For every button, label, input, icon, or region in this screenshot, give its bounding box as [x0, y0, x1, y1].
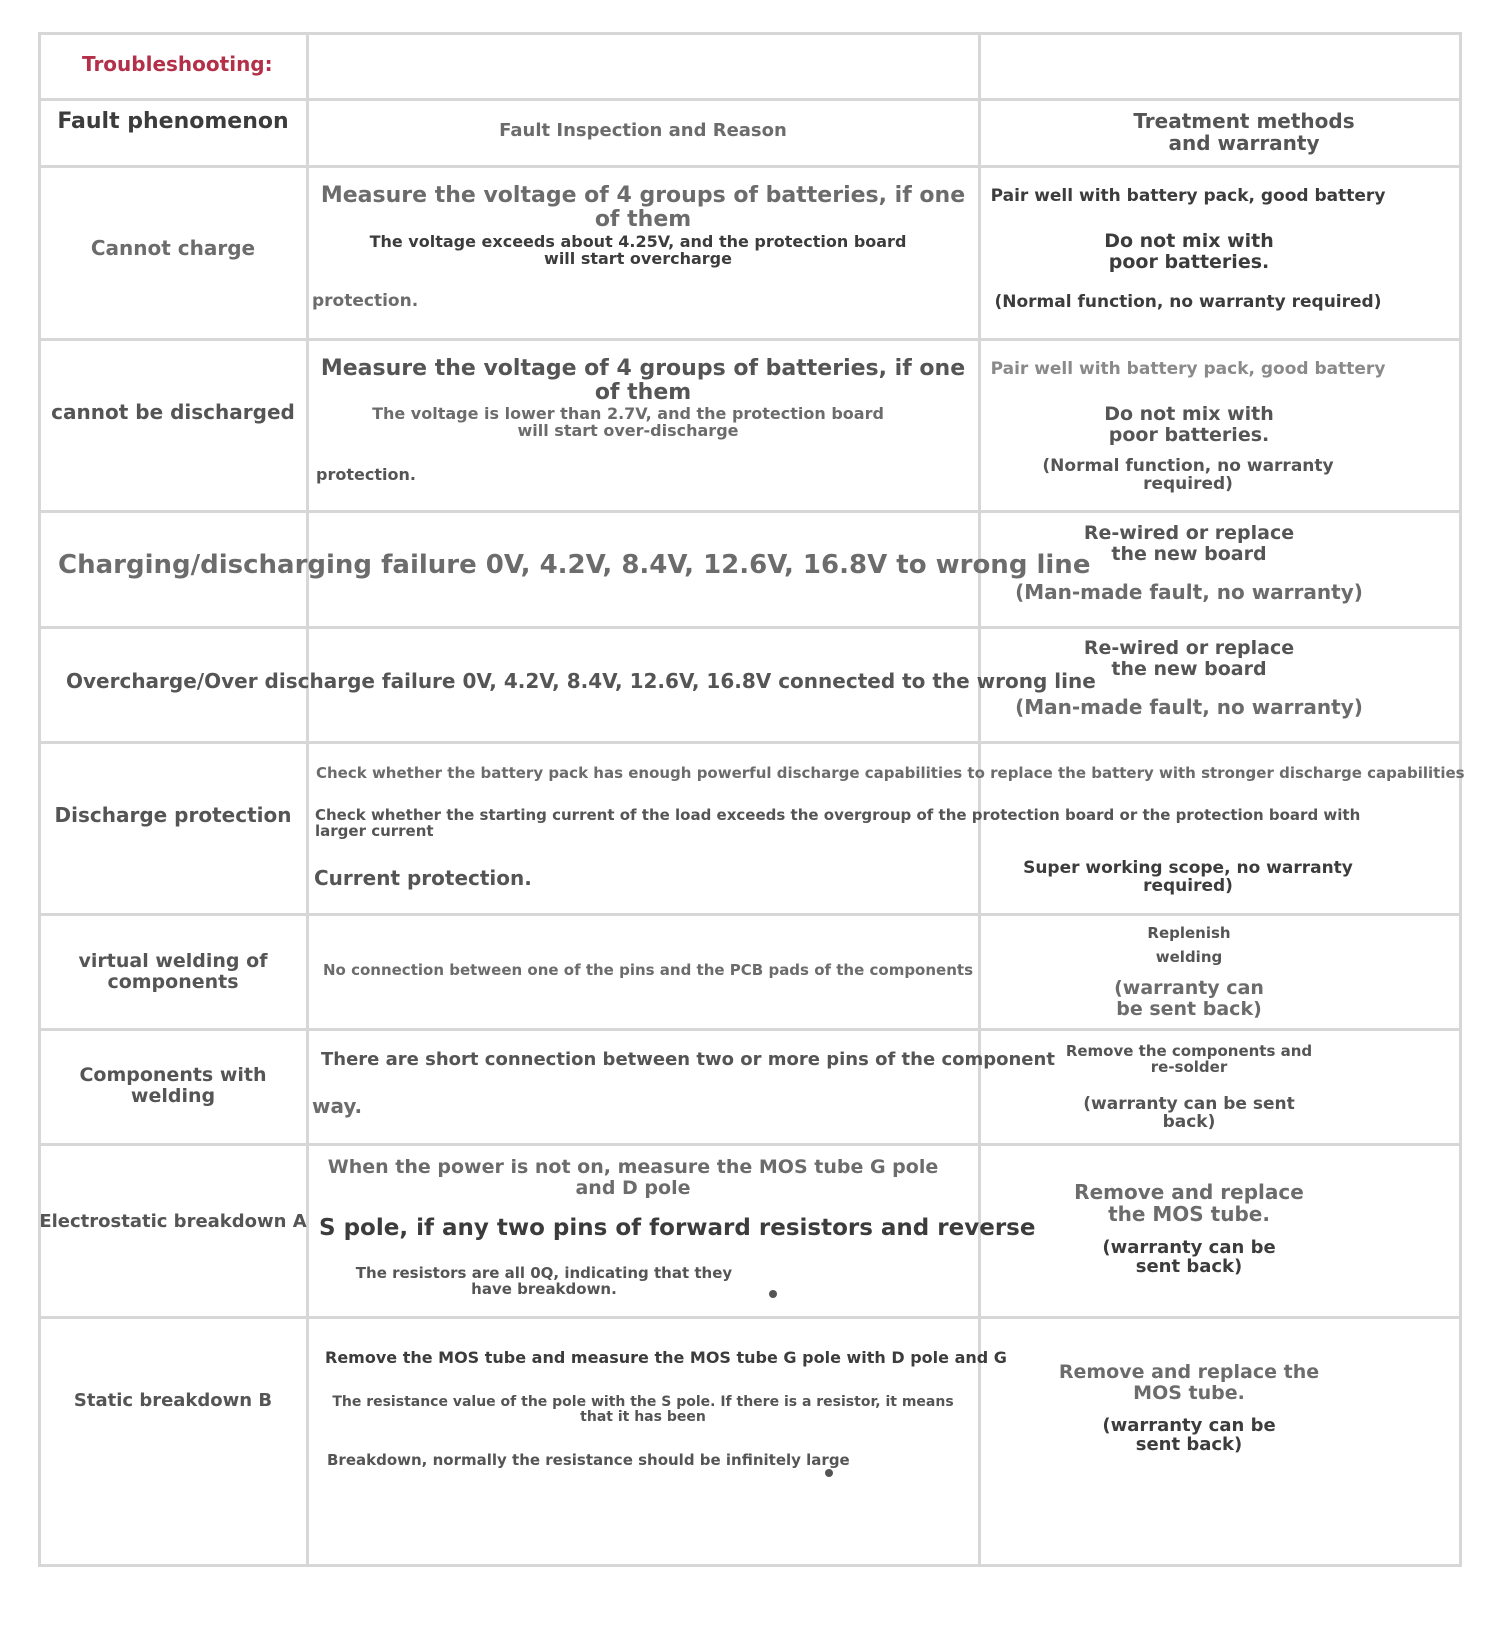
row-3-phenomenon: Charging/discharging failure 0V, 4.2V, 8.4V, 12.6V, 16.8V to wrong line: [58, 550, 1091, 580]
row-8-inspection-2: S pole, if any two pins of forward resistors and reverse: [319, 1215, 1036, 1241]
row-5-inspection-1: Check whether the battery pack has enough powerful discharge capabilities to replace the battery with stronger discharge capabilities: [316, 764, 1465, 782]
row-1-treatment-1: Pair well with battery pack, good battery: [990, 186, 1386, 206]
row-4-treatment-2: (Man-made fault, no warranty): [1015, 695, 1363, 719]
header-fault-phenomenon: Fault phenomenon: [57, 109, 289, 134]
row-5-inspection-3: Current protection.: [314, 866, 532, 890]
row-3-treatment-2: (Man-made fault, no warranty): [1015, 580, 1363, 604]
row-3-treatment-1: Re-wired or replace the new board: [1083, 522, 1295, 565]
row-9-phenomenon: Static breakdown B: [73, 1390, 273, 1411]
row-2-treatment-2: Do not mix with poor batteries.: [1104, 403, 1274, 446]
row-6-inspection-1: No connection between one of the pins and the PCB pads of the components: [323, 961, 973, 979]
row-1-inspection-3: protection.: [312, 291, 419, 311]
row-6-treatment-3: (warranty can be sent back): [1114, 977, 1264, 1020]
row-2-inspection-1: Measure the voltage of 4 groups of batteries, if one of them: [320, 356, 966, 405]
row-4-treatment-1: Re-wired or replace the new board: [1083, 637, 1295, 680]
row-2-phenomenon: cannot be discharged: [51, 400, 295, 424]
row-7-treatment-1: Remove the components and re-solder: [1065, 1042, 1313, 1077]
table-title: Troubleshooting:: [82, 52, 273, 76]
row-1-treatment-2: Do not mix with poor batteries.: [1104, 230, 1274, 273]
row-2-treatment-3: (Normal function, no warranty required): [1042, 456, 1334, 495]
row-6-treatment-1: Replenish: [1147, 924, 1231, 942]
row-1-treatment-3: (Normal function, no warranty required): [994, 292, 1382, 312]
header-treatment: Treatment methods and warranty: [1133, 109, 1355, 155]
row-9-inspection-2: The resistance value of the pole with the S pole. If there is a resistor, it means that it has been: [332, 1394, 954, 1426]
row-7-inspection-1: There are short connection between two or more pins of the component: [321, 1049, 1055, 1070]
row-5-phenomenon: Discharge protection: [54, 803, 292, 827]
row-6-phenomenon: virtual welding of components: [78, 950, 268, 993]
row-9-inspection-3: Breakdown, normally the resistance should be infinitely large: [327, 1451, 850, 1469]
row-8-inspection-1: When the power is not on, measure the MOS tube G pole and D pole: [327, 1156, 939, 1199]
speck-mark: [825, 1469, 833, 1477]
row-1-inspection-2: The voltage exceeds about 4.25V, and the protection board will start overcharge: [369, 232, 907, 269]
row-5-treatment-1: Super working scope, no warranty required): [1023, 858, 1353, 897]
row-2-treatment-1: Pair well with battery pack, good battery: [990, 359, 1386, 379]
row-8-inspection-3: The resistors are all 0Q, indicating that they have breakdown.: [355, 1264, 733, 1299]
row-9-treatment-1: Remove and replace the MOS tube.: [1058, 1361, 1320, 1404]
row-2-inspection-2: The voltage is lower than 2.7V, and the protection board will start over-discharge: [372, 404, 884, 441]
row-7-inspection-2: way.: [312, 1094, 363, 1118]
header-fault-inspection: Fault Inspection and Reason: [499, 120, 787, 141]
row-7-treatment-2: (warranty can be sent back): [1083, 1094, 1295, 1133]
row-4-phenomenon: Overcharge/Over discharge failure 0V, 4.2V, 8.4V, 12.6V, 16.8V connected to the wrong line: [66, 669, 1096, 693]
troubleshooting-table: [38, 32, 1465, 1567]
row-9-treatment-2: (warranty can be sent back): [1102, 1415, 1276, 1456]
row-8-treatment-1: Remove and replace the MOS tube.: [1074, 1180, 1304, 1226]
row-8-phenomenon: Electrostatic breakdown A: [39, 1211, 307, 1232]
row-9-inspection-1: Remove the MOS tube and measure the MOS tube G pole with D pole and G: [325, 1348, 1007, 1367]
row-7-phenomenon: Components with welding: [79, 1064, 267, 1107]
speck-mark: [769, 1290, 777, 1298]
row-5-inspection-2: Check whether the starting current of the load exceeds the overgroup of the protection board or the protection board with larger current: [315, 806, 1361, 841]
row-2-inspection-3: protection.: [316, 465, 416, 484]
row-1-inspection-1: Measure the voltage of 4 groups of batteries, if one of them: [320, 183, 966, 232]
row-8-treatment-2: (warranty can be sent back): [1102, 1237, 1276, 1278]
row-6-treatment-2: welding: [1155, 948, 1223, 966]
row-1-phenomenon: Cannot charge: [90, 236, 256, 260]
